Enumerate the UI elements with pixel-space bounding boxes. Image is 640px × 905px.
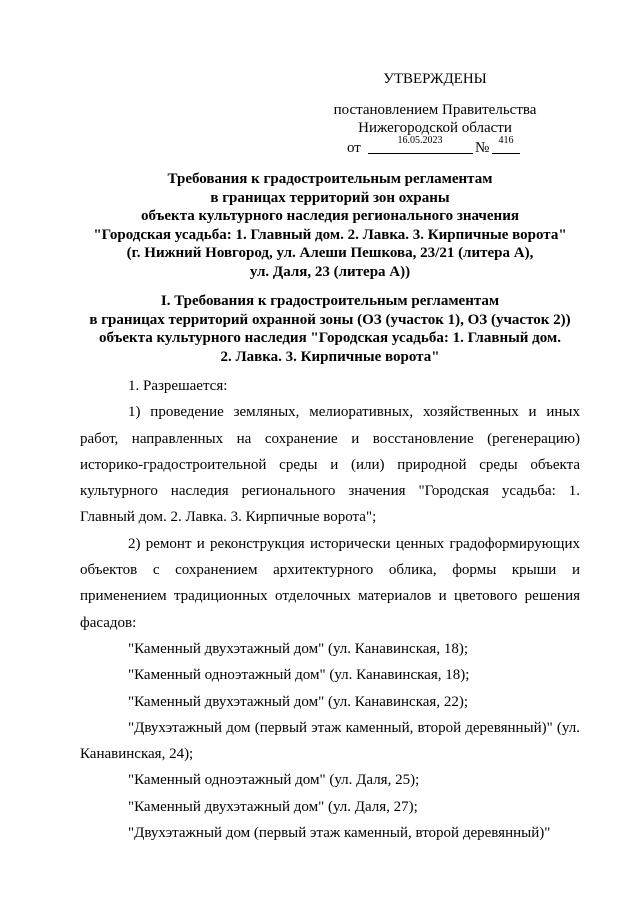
section-line: I. Требования к градостроительным регламентам <box>160 293 500 309</box>
building-item: "Каменный двухэтажный дом" (ул. Даля, 27); <box>128 798 418 815</box>
title-line: "Городская усадьба: 1. Главный дом. 2. Лавка. 3. Кирпичные ворота" <box>93 226 567 243</box>
approval-date: 16.05.2023 <box>397 135 443 146</box>
document-body <box>80 373 580 846</box>
building-item: "Каменный одноэтажный дом" (ул. Канавинская, 18); <box>128 667 470 684</box>
document-title <box>80 170 580 281</box>
date-underline <box>368 153 473 154</box>
approval-date-line <box>310 137 560 157</box>
number-sign: № <box>475 140 490 156</box>
building-item: "Двухэтажный дом (первый этаж каменный, второй деревянный)" (ул. Канавинская, 24); <box>80 719 580 763</box>
approval-line-1: постановлением Правительства <box>333 102 537 118</box>
title-line: объекта культурного наследия регионального значения <box>141 208 519 224</box>
paragraph-item-2: 2) ремонт и реконструкция исторически ценных градоформирующих объектов с сохранением архитектурного облика, формы крыши и применением традиционных отделочных материалов и цветового решения фасадов: <box>80 535 580 631</box>
section-line: объекта культурного наследия "Городская усадьба: 1. Главный дом. <box>99 330 561 346</box>
title-line: в границах территорий зон охраны <box>210 189 450 206</box>
approval-number: 416 <box>498 135 514 146</box>
approval-line-2: Нижегородской области <box>358 120 512 136</box>
paragraph-allowed: 1. Разрешается: <box>128 378 228 394</box>
approval-block <box>310 70 560 157</box>
section-line: 2. Лавка. 3. Кирпичные ворота" <box>220 348 440 365</box>
section-heading <box>80 292 580 366</box>
section-line: в границах территорий охранной зоны (ОЗ (участок 1), ОЗ (участок 2)) <box>89 311 571 328</box>
building-item: "Каменный одноэтажный дом" (ул. Даля, 25); <box>128 772 420 789</box>
building-item: "Каменный двухэтажный дом" (ул. Канавинская, 18); <box>128 640 468 657</box>
title-line: ул. Даля, 23 (литера А)) <box>249 263 411 280</box>
number-underline <box>492 153 520 154</box>
approval-stamp: УТВЕРЖДЕНЫ <box>383 71 487 87</box>
date-prefix: от <box>347 140 361 156</box>
title-line: (г. Нижний Новгород, ул. Алеши Пешкова, 23/21 (литера А), <box>126 245 534 261</box>
building-item: "Двухэтажный дом (первый этаж каменный, второй деревянный)" <box>128 825 551 842</box>
building-item: "Каменный двухэтажный дом" (ул. Канавинская, 22); <box>128 693 468 710</box>
title-line: Требования к градостроительным регламентам <box>167 171 493 187</box>
paragraph-item-1: 1) проведение земляных, мелиоративных, хозяйственных и иных работ, направленных на сохранение и восстановление (регенерацию) историко-градостроительной среды и (или) природной среды объекта культурного наследия регионального значения "Городская усадьба: 1. Главный дом. 2. Лавка. 3. Кирпичные ворота"; <box>80 404 580 526</box>
